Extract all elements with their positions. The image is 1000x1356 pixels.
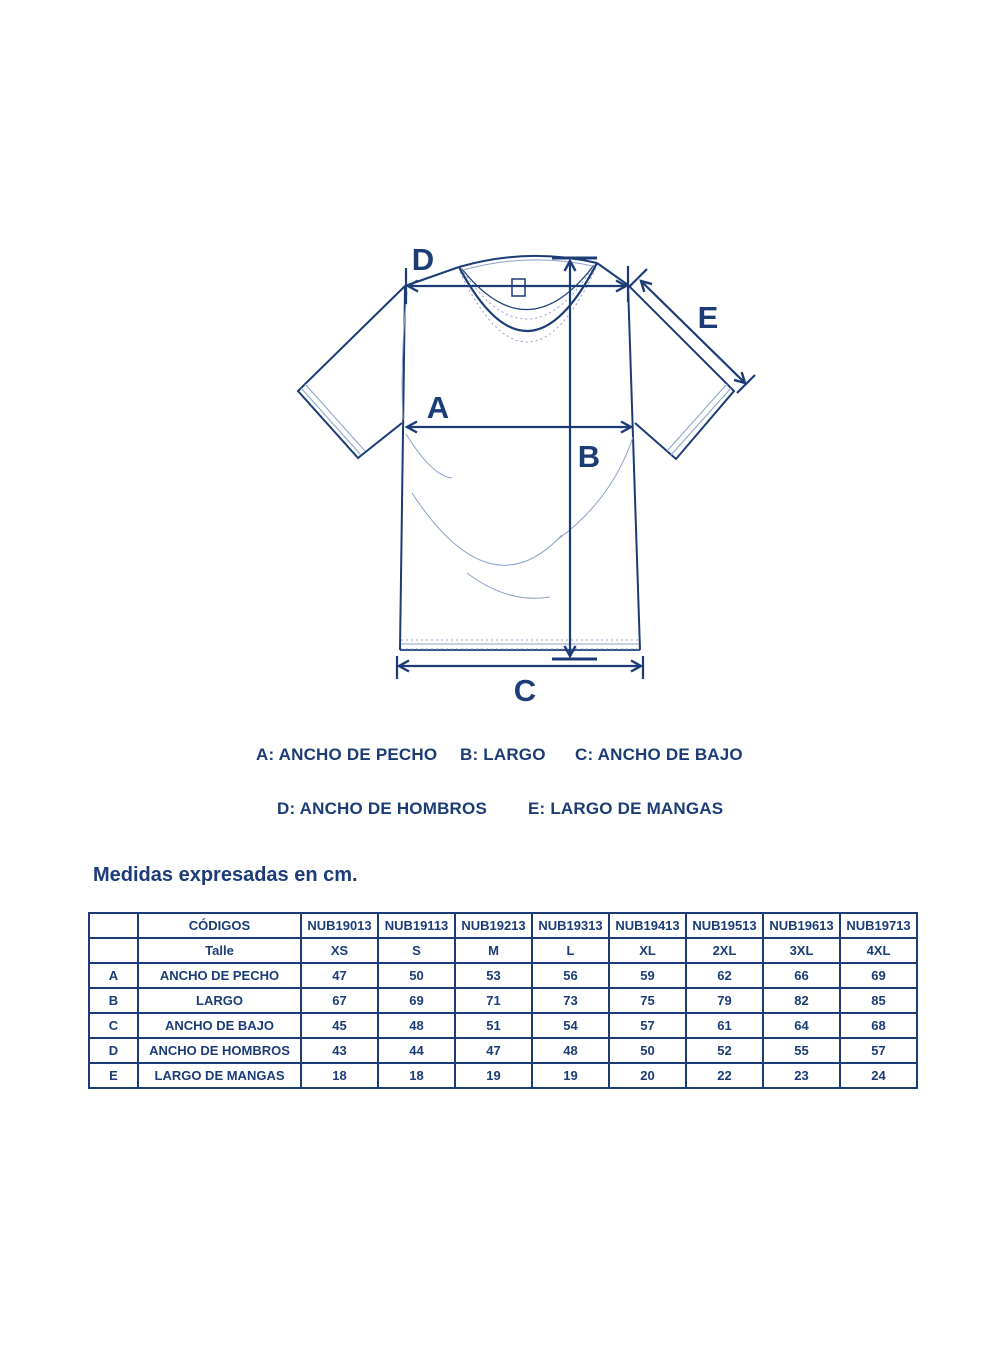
size-table [88, 912, 918, 1089]
value-cell: 50 [609, 1038, 686, 1063]
value-cell: 54 [532, 1013, 609, 1038]
tshirt-stitch-details [301, 260, 731, 649]
crease-arc-4 [467, 573, 550, 598]
value-cell: 23 [763, 1063, 840, 1088]
value-cell: 85 [840, 988, 917, 1013]
legend-item-a: A: ANCHO DE PECHO [256, 745, 438, 764]
table-row [89, 1063, 917, 1088]
row-key-cell: C [89, 1013, 138, 1038]
torso-left-edge [400, 286, 405, 650]
value-cell: 75 [609, 988, 686, 1013]
code-cell: NUB19713 [840, 913, 917, 938]
row-label-cell: ANCHO DE BAJO [138, 1013, 301, 1038]
tshirt-outline [298, 256, 734, 650]
value-cell: 19 [455, 1063, 532, 1088]
value-cell: 67 [301, 988, 378, 1013]
dimension-label-c: C [513, 673, 537, 708]
codes-header-cell: CÓDIGOS [138, 913, 301, 938]
row-key-cell: E [89, 1063, 138, 1088]
value-cell: 62 [686, 963, 763, 988]
value-cell: 69 [840, 963, 917, 988]
crease-arc-2 [412, 493, 562, 565]
value-cell: 48 [532, 1038, 609, 1063]
value-cell: 22 [686, 1063, 763, 1088]
value-cell: 82 [763, 988, 840, 1013]
value-cell: 61 [686, 1013, 763, 1038]
value-cell: 57 [609, 1013, 686, 1038]
code-cell: NUB19013 [301, 913, 378, 938]
cuff-right-stitch-2 [667, 384, 727, 451]
dimension-label-b: B [577, 439, 601, 474]
row-label-cell: LARGO [138, 988, 301, 1013]
row-label-cell: ANCHO DE HOMBROS [138, 1038, 301, 1063]
size-table-body [89, 963, 917, 1088]
cuff-right-stitch-1 [671, 388, 731, 455]
legend-item-d: D: ANCHO DE HOMBROS [277, 799, 487, 818]
value-cell: 59 [609, 963, 686, 988]
collar-front-edge [459, 263, 597, 331]
value-cell: 45 [301, 1013, 378, 1038]
collar-label-tag [512, 279, 525, 296]
value-cell: 57 [840, 1038, 917, 1063]
value-cell: 20 [609, 1063, 686, 1088]
legend-item-b: B: LARGO [460, 745, 546, 764]
value-cell: 47 [455, 1038, 532, 1063]
value-cell: 66 [763, 963, 840, 988]
dimension-arrow-e [629, 269, 755, 393]
dimension-arrow-d [406, 266, 628, 304]
table-row [89, 988, 917, 1013]
value-cell: 51 [455, 1013, 532, 1038]
size-cell: XL [609, 938, 686, 963]
row-label-cell: ANCHO DE PECHO [138, 963, 301, 988]
size-cell: M [455, 938, 532, 963]
row-key-cell: D [89, 1038, 138, 1063]
value-cell: 18 [378, 1063, 455, 1088]
value-cell: 43 [301, 1038, 378, 1063]
value-cell: 69 [378, 988, 455, 1013]
value-cell: 55 [763, 1038, 840, 1063]
sleeve-left [298, 286, 405, 458]
table-row [89, 1038, 917, 1063]
dimension-label-e: E [697, 300, 719, 335]
value-cell: 48 [378, 1013, 455, 1038]
table-row-sizes [89, 938, 917, 963]
value-cell: 18 [301, 1063, 378, 1088]
table-row-codes [89, 913, 917, 938]
dimension-label-d: D [411, 242, 435, 277]
corner-cell [89, 913, 138, 938]
collar-stitch-upper [461, 264, 595, 319]
value-cell: 50 [378, 963, 455, 988]
code-cell: NUB19213 [455, 913, 532, 938]
size-cell: 3XL [763, 938, 840, 963]
code-cell: NUB19413 [609, 913, 686, 938]
code-cell: NUB19613 [763, 913, 840, 938]
torso-right-edge [628, 285, 640, 650]
row-label-cell: LARGO DE MANGAS [138, 1063, 301, 1088]
size-cell: S [378, 938, 455, 963]
size-cell: 2XL [686, 938, 763, 963]
value-cell: 68 [840, 1013, 917, 1038]
cuff-left-stitch-2 [305, 384, 365, 451]
table-row [89, 963, 917, 988]
value-cell: 79 [686, 988, 763, 1013]
value-cell: 19 [532, 1063, 609, 1088]
value-cell: 64 [763, 1013, 840, 1038]
cuff-left-stitch-1 [301, 388, 361, 455]
value-cell: 44 [378, 1038, 455, 1063]
talle-header-cell: Talle [138, 938, 301, 963]
code-cell: NUB19313 [532, 913, 609, 938]
size-cell: L [532, 938, 609, 963]
dimension-label-a: A [426, 390, 450, 425]
value-cell: 24 [840, 1063, 917, 1088]
code-cell: NUB19513 [686, 913, 763, 938]
legend-item-e: E: LARGO DE MANGAS [528, 799, 724, 818]
legend-item-c: C: ANCHO DE BAJO [575, 745, 743, 764]
table-row [89, 1013, 917, 1038]
size-cell: 4XL [840, 938, 917, 963]
value-cell: 73 [532, 988, 609, 1013]
crease-arc-1 [406, 434, 452, 478]
corner-cell [89, 938, 138, 963]
value-cell: 56 [532, 963, 609, 988]
row-key-cell: B [89, 988, 138, 1013]
value-cell: 47 [301, 963, 378, 988]
row-key-cell: A [89, 963, 138, 988]
value-cell: 53 [455, 963, 532, 988]
value-cell: 71 [455, 988, 532, 1013]
shoulder-seam-right [597, 263, 628, 285]
value-cell: 52 [686, 1038, 763, 1063]
section-title: Medidas expresadas en cm. [93, 864, 358, 886]
code-cell: NUB19113 [378, 913, 455, 938]
size-cell: XS [301, 938, 378, 963]
